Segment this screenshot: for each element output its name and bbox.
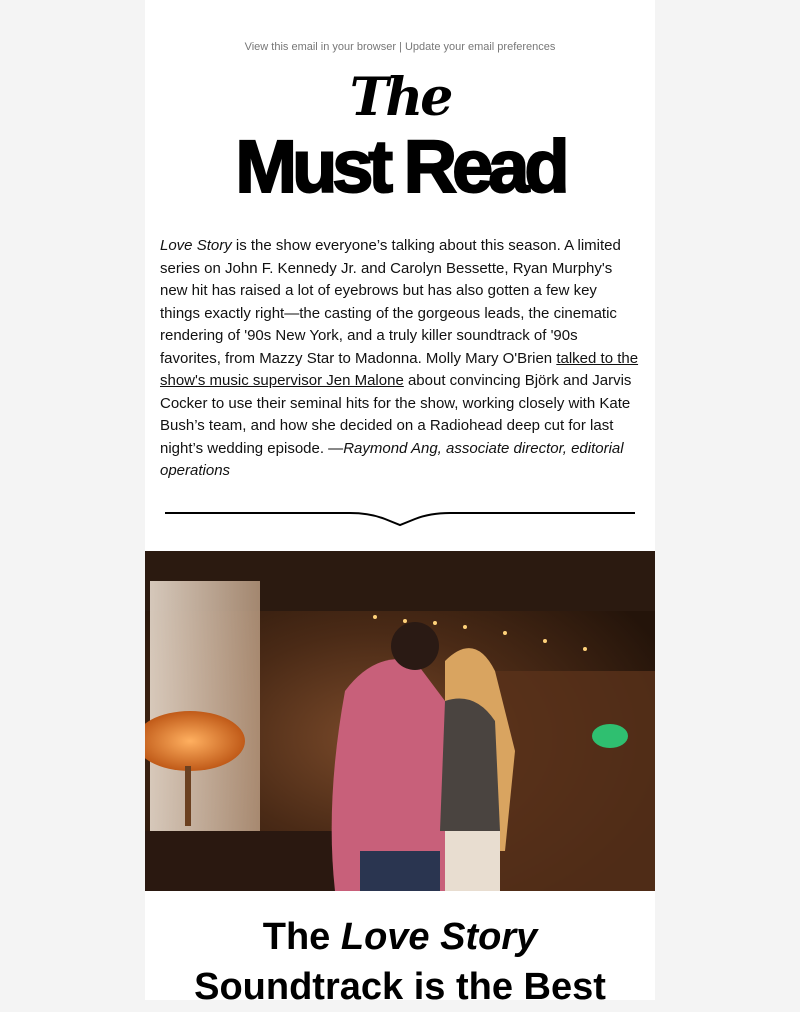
- top-links: [145, 40, 655, 54]
- article-link[interactable]: talked to the show's music supervisor Jen Malone: [160, 349, 639, 389]
- view-in-browser-link[interactable]: View this email in your browser: [244, 41, 396, 53]
- logo-the: The: [349, 67, 451, 128]
- intro-paragraph: [160, 235, 640, 483]
- headline-part-1: The: [262, 916, 341, 958]
- signature: Raymond Ang, associate director, editorial operations: [160, 439, 624, 479]
- couple-photo: [145, 551, 655, 891]
- link-separator: |: [399, 41, 402, 53]
- hero-image[interactable]: [145, 551, 655, 891]
- headline-show-title: Love Story: [340, 916, 538, 958]
- article-headline[interactable]: [145, 912, 655, 1012]
- divider-chevron: [165, 505, 635, 530]
- show-title: Love Story: [160, 237, 232, 254]
- email-body: [145, 0, 655, 1008]
- the-must-read-logo: [145, 67, 655, 208]
- intro-text-2: about convincing Björk and Jarvis Cocker to use their seminal hits for the show, working closely with Kate Bush’s team, and how she decided on a Radiohead deep cut for last night’s wedding episode. —: [160, 372, 632, 457]
- update-preferences-link[interactable]: Update your email preferences: [404, 41, 556, 53]
- headline-part-2: Soundtrack is the Best: [194, 966, 606, 1008]
- intro-text-1: is the show everyone’s talking about this season. A limited series on John F. Kennedy Jr. and Carolyn Bessette, Ryan Murphy's new hit has raised a lot of eyebrows but has also gotten a few key things exactly right—the casting of the gorgeous leads, the cinematic rendering of '90s New York, and a truly killer soundtrack of '90s favorites, from Mazzy Star to Madonna. Molly Mary O'Brien: [160, 237, 621, 367]
- logo-must-read: Must Read: [235, 125, 565, 208]
